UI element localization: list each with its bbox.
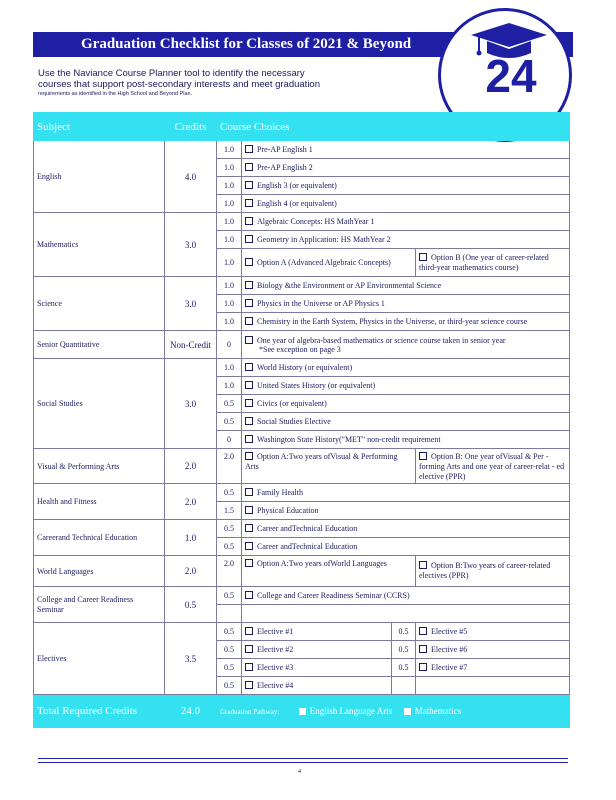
course-choice[interactable]	[242, 159, 570, 177]
course-name: World History (or equivalent)	[257, 363, 353, 372]
course-credit: 1.0	[217, 213, 242, 231]
total-credits: 24.0	[165, 695, 217, 728]
footer-rule	[38, 758, 568, 759]
credits-social: 3.0	[165, 359, 217, 449]
course-name: Option B:Two years of career-related electives (PPR)	[419, 561, 551, 580]
course-name: English 3 (or equivalent)	[257, 181, 337, 190]
course-choice[interactable]	[242, 587, 570, 605]
course-name: Social Studies Elective	[257, 417, 331, 426]
checkbox-icon[interactable]	[245, 199, 253, 207]
course-choice[interactable]	[242, 413, 570, 431]
header-choices: Course Choices	[217, 113, 570, 141]
course-name: Washington State History("MET" non-credit requirement	[257, 435, 441, 444]
checkbox-icon[interactable]	[245, 258, 253, 266]
course-credit: 0.5	[217, 395, 242, 413]
credits-senior: Non-Credit	[165, 331, 217, 359]
course-credit: 1.0	[217, 177, 242, 195]
course-credit: 1.5	[217, 502, 242, 520]
subject-english: English	[34, 141, 165, 213]
senior-note: *See exception on page 3	[259, 344, 341, 354]
course-credit: 1.0	[217, 159, 242, 177]
checkbox-icon[interactable]	[245, 488, 253, 496]
table-header	[34, 113, 570, 141]
checkbox-icon[interactable]	[245, 145, 253, 153]
course-choice[interactable]	[242, 520, 570, 538]
course-name: Biology &the Environment or AP Environmental Science	[257, 281, 442, 290]
checkbox-icon[interactable]	[245, 627, 253, 635]
table-row	[34, 623, 570, 641]
course-credit: 1.0	[217, 195, 242, 213]
course-choice[interactable]	[242, 502, 570, 520]
course-credit: 0.5	[217, 587, 242, 605]
checkbox-icon[interactable]	[245, 299, 253, 307]
credits-electives: 3.5	[165, 623, 217, 695]
course-name: Family Health	[257, 488, 303, 497]
subject-electives: Electives	[34, 623, 165, 695]
course-name: United States History (or equivalent)	[257, 381, 376, 390]
checkbox-icon[interactable]	[245, 363, 253, 371]
course-choice[interactable]	[242, 177, 570, 195]
table-row	[34, 484, 570, 502]
course-credit: 0.5	[217, 659, 242, 677]
pathway-label: Graduation Pathway:	[220, 708, 280, 716]
course-credit: 0.5	[392, 659, 416, 677]
subject-science: Science	[34, 277, 165, 331]
credits-health: 2.0	[165, 484, 217, 520]
course-credit: 1.0	[217, 277, 242, 295]
checkbox-icon[interactable]	[419, 561, 427, 569]
course-credit: 2.0	[217, 449, 242, 484]
checklist-table	[33, 112, 570, 728]
course-name: Chemistry in the Earth System, Physics in the Universe, or third-year science course	[257, 317, 528, 326]
course-credit: 0.5	[217, 413, 242, 431]
total-row	[34, 695, 570, 728]
table-row	[34, 213, 570, 231]
course-credit: 0.5	[217, 538, 242, 556]
course-name: One year of algebra-based mathematics or science course taken in senior year	[257, 335, 506, 345]
checkbox-icon[interactable]	[245, 181, 253, 189]
course-name: Physical Education	[257, 506, 319, 515]
course-name: Career andTechnical Education	[257, 524, 358, 533]
checkbox-icon[interactable]	[245, 163, 253, 171]
arts-option-b[interactable]	[416, 449, 570, 484]
checkbox-icon[interactable]	[245, 235, 253, 243]
course-name: Option A:Two years ofWorld Languages	[257, 559, 387, 568]
math-option-a[interactable]	[242, 249, 416, 277]
course-choice[interactable]	[242, 395, 570, 413]
credits-math: 3.0	[165, 213, 217, 277]
credits-science: 3.0	[165, 277, 217, 331]
course-name: Elective #1	[257, 627, 294, 636]
checkbox-icon[interactable]	[245, 506, 253, 514]
subject-social-studies: Social Studies	[34, 359, 165, 449]
course-name: Civics (or equivalent)	[257, 399, 327, 408]
course-name: College and Career Readiness Seminar (CCRS)	[257, 591, 410, 600]
pathway-option-ela[interactable]: English Language Arts	[309, 706, 393, 716]
header-credits: Credits	[165, 113, 217, 141]
course-name: Algebraic Concepts: HS MathYear 1	[257, 217, 375, 226]
course-credit: 1.0	[217, 313, 242, 331]
math-option-b[interactable]	[416, 249, 570, 277]
checkbox-icon[interactable]	[245, 281, 253, 289]
checkbox-icon[interactable]	[245, 681, 253, 689]
subject-cte: Careerand Technical Education	[34, 520, 165, 556]
elective-choice[interactable]	[242, 659, 392, 677]
footer-rule	[38, 762, 568, 763]
graduation-pathway	[217, 695, 570, 728]
course-choice[interactable]	[242, 213, 570, 231]
course-credit: 0.5	[217, 484, 242, 502]
course-choice[interactable]	[242, 538, 570, 556]
course-choice[interactable]	[242, 484, 570, 502]
intro-line-3: requirements as identified in the High School and Beyond Plan.	[38, 91, 193, 97]
checkbox-icon[interactable]	[404, 708, 411, 715]
course-credit-empty	[217, 605, 242, 623]
elective-choice[interactable]	[416, 623, 570, 641]
course-name: Elective #6	[431, 645, 468, 654]
checkbox-icon[interactable]	[245, 645, 253, 653]
course-choice[interactable]	[242, 195, 570, 213]
checkbox-icon[interactable]	[245, 435, 253, 443]
elective-choice[interactable]	[242, 641, 392, 659]
intro-text	[38, 68, 320, 98]
table-row	[34, 520, 570, 538]
credits-number: 24	[485, 50, 537, 102]
course-credit-empty	[392, 677, 416, 695]
checkbox-icon[interactable]	[245, 399, 253, 407]
total-label: Total Required Credits	[34, 695, 165, 728]
table-row	[34, 141, 570, 159]
course-name: Elective #4	[257, 681, 294, 690]
page-title: Graduation Checklist for Classes of 2021 & Beyond	[81, 36, 412, 52]
checkbox-icon[interactable]	[419, 253, 427, 261]
checkbox-icon[interactable]	[245, 559, 253, 567]
course-name: Option B (One year of career-related third-year mathematics course)	[419, 252, 549, 272]
checkbox-icon[interactable]	[245, 452, 253, 460]
credits-english: 4.0	[165, 141, 217, 213]
course-credit: 0.5	[217, 641, 242, 659]
subject-senior-quantitative: Senior Quantitative	[34, 331, 165, 359]
elective-choice[interactable]	[242, 623, 392, 641]
course-credit: 2.0	[217, 556, 242, 587]
elective-choice[interactable]	[416, 641, 570, 659]
course-choice[interactable]	[242, 359, 570, 377]
course-credit: 1.0	[217, 377, 242, 395]
languages-option-a[interactable]	[242, 556, 416, 587]
header-subject: Subject	[34, 113, 165, 141]
course-credit: 0.5	[392, 623, 416, 641]
course-choice[interactable]	[242, 313, 570, 331]
elective-choice[interactable]	[242, 677, 392, 695]
page-number: 4	[298, 769, 301, 775]
course-credit: 1.0	[217, 249, 242, 277]
course-name: Elective #2	[257, 645, 294, 654]
course-name: Pre-AP English 2	[257, 163, 313, 172]
course-name: Geometry in Application: HS MathYear 2	[257, 235, 391, 244]
empty-choice	[416, 677, 570, 695]
elective-choice[interactable]	[416, 659, 570, 677]
course-name: Option B: One year ofVisual & Per - forming Arts and one year of career-relat - ed elective (PPR)	[419, 452, 565, 481]
checkbox-icon[interactable]	[245, 317, 253, 325]
subject-college-career: College and Career Readiness Seminar	[34, 587, 165, 623]
subject-math: Mathematics	[34, 213, 165, 277]
checkbox-icon[interactable]	[245, 591, 253, 599]
subject-arts: Visual & Performing Arts	[34, 449, 165, 484]
course-choice[interactable]	[242, 141, 570, 159]
checkbox-icon[interactable]	[299, 708, 306, 715]
checkbox-icon[interactable]	[419, 627, 427, 635]
course-choice[interactable]	[242, 377, 570, 395]
checkbox-icon[interactable]	[245, 217, 253, 225]
course-credit: 0	[217, 331, 242, 359]
languages-option-b[interactable]	[416, 556, 570, 587]
course-name: Elective #7	[431, 663, 468, 672]
course-name: Physics in the Universe or AP Physics 1	[257, 299, 385, 308]
empty-choice	[242, 605, 570, 623]
course-credit: 0.5	[217, 623, 242, 641]
course-credit: 0	[217, 431, 242, 449]
checkbox-icon[interactable]	[245, 336, 253, 344]
credits-ccr: 0.5	[165, 587, 217, 623]
checkbox-icon[interactable]	[419, 645, 427, 653]
course-name: English 4 (or equivalent)	[257, 199, 337, 208]
checkbox-icon[interactable]	[419, 663, 427, 671]
table-row	[34, 331, 570, 359]
course-name: Option A (Advanced Algebraic Concepts)	[257, 258, 391, 267]
course-choice[interactable]	[242, 277, 570, 295]
checkbox-icon[interactable]	[245, 381, 253, 389]
course-credit: 0.5	[217, 677, 242, 695]
arts-option-a[interactable]	[242, 449, 416, 484]
table-row	[34, 556, 570, 587]
table-row	[34, 359, 570, 377]
intro-line-1: Use the Naviance Course Planner tool to identify the necessary	[38, 68, 305, 79]
course-credit: 1.0	[217, 295, 242, 313]
table-row	[34, 587, 570, 605]
subject-world-languages: World Languages	[34, 556, 165, 587]
checkbox-icon[interactable]	[245, 542, 253, 550]
course-choice[interactable]	[242, 295, 570, 313]
checkbox-icon[interactable]	[419, 452, 427, 460]
pathway-option-math[interactable]: Mathematics	[414, 706, 462, 716]
course-name: Option A:Two years ofVisual & Performing Arts	[245, 452, 398, 471]
intro-line-2: courses that support post-secondary interests and meet graduation	[38, 79, 320, 90]
course-name: Elective #3	[257, 663, 294, 672]
course-name: Career andTechnical Education	[257, 542, 358, 551]
checkbox-icon[interactable]	[245, 663, 253, 671]
checkbox-icon[interactable]	[245, 417, 253, 425]
course-name: Elective #5	[431, 627, 468, 636]
course-name: Pre-AP English 1	[257, 145, 313, 154]
table-row	[34, 277, 570, 295]
credits-cte: 1.0	[165, 520, 217, 556]
course-credit: 1.0	[217, 141, 242, 159]
course-credit: 1.0	[217, 231, 242, 249]
course-credit: 1.0	[217, 359, 242, 377]
credits-languages: 2.0	[165, 556, 217, 587]
course-choice[interactable]	[242, 331, 570, 359]
course-credit: 0.5	[392, 641, 416, 659]
subject-health: Health and Fitness	[34, 484, 165, 520]
checkbox-icon[interactable]	[245, 524, 253, 532]
credits-arts: 2.0	[165, 449, 217, 484]
course-choice[interactable]	[242, 431, 570, 449]
course-credit: 0.5	[217, 520, 242, 538]
course-choice[interactable]	[242, 231, 570, 249]
